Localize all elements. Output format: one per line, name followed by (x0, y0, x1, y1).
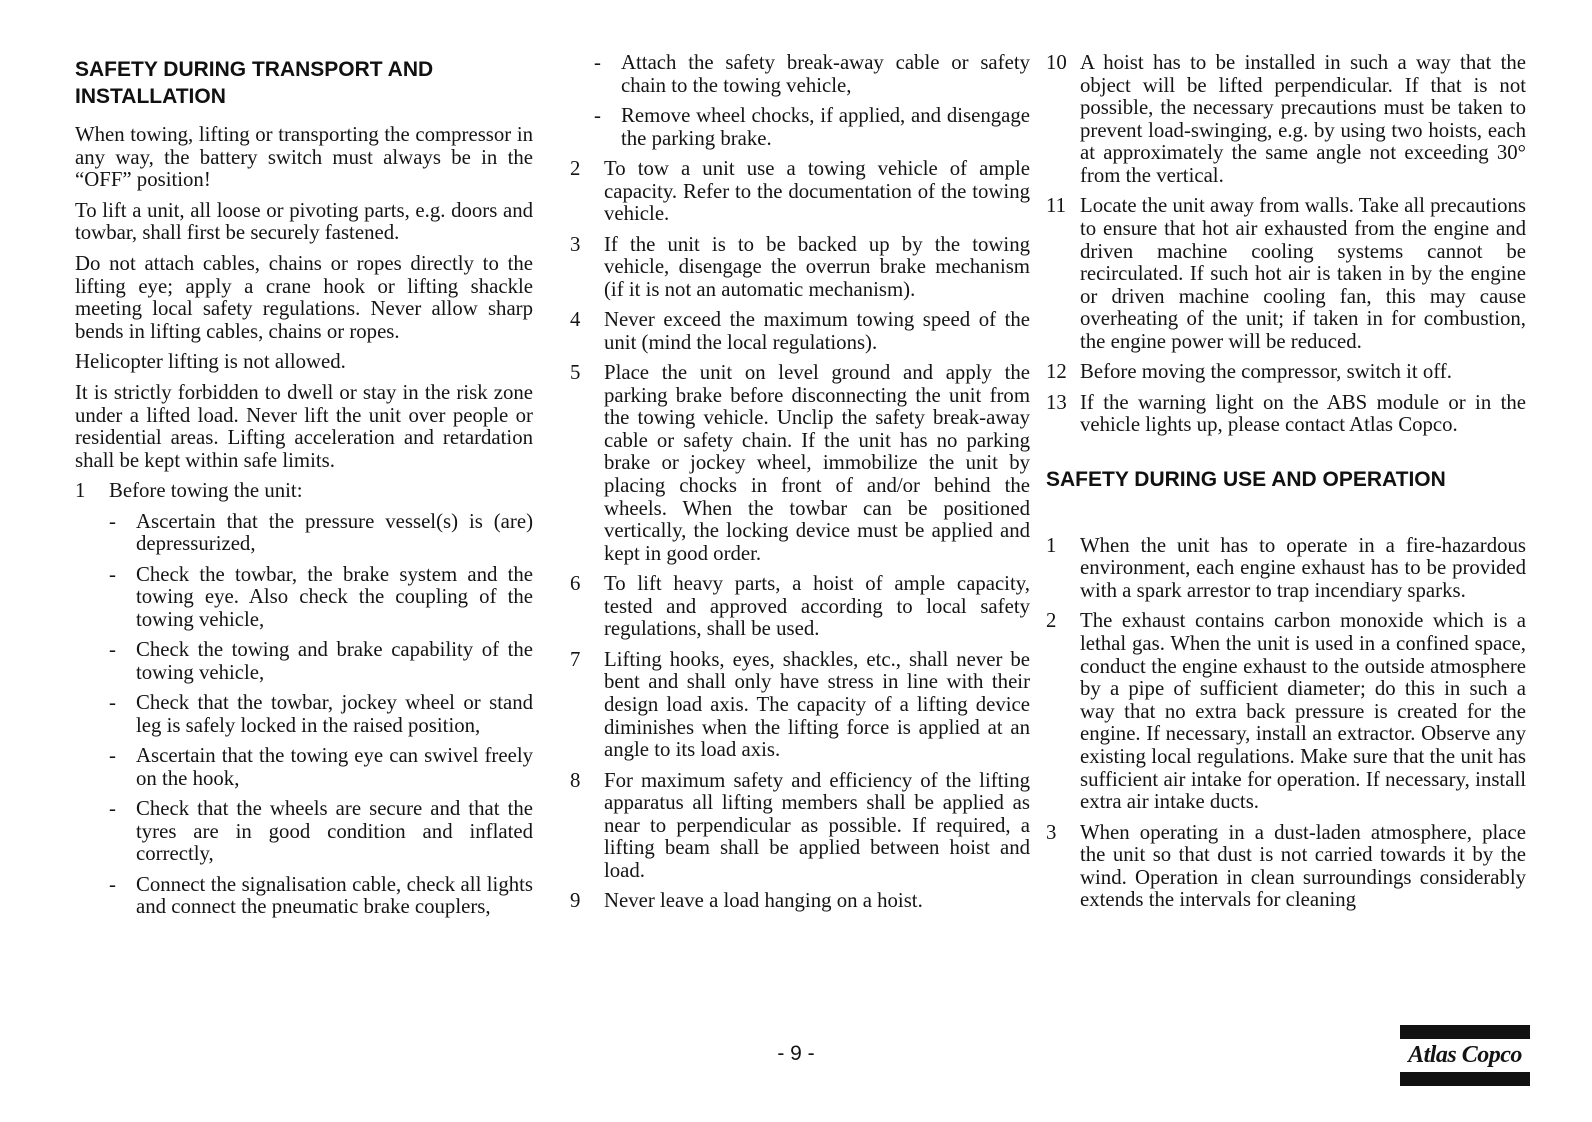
list-number: 8 (570, 768, 581, 792)
list-number: 11 (1046, 194, 1067, 218)
list-item (570, 309, 1030, 354)
sub-list-item (109, 564, 533, 632)
sub-list-text: Check the towbar, the brake system and the towing eye. Also check the coupling of the towing vehicle, (136, 562, 533, 631)
list-number: 13 (1046, 390, 1067, 414)
sub-list-item (594, 105, 1030, 150)
sub-list-item (109, 511, 533, 556)
list-item (570, 158, 1030, 226)
paragraph: Helicopter lifting is not allowed. (75, 350, 346, 374)
list-text: Never exceed the maximum towing speed of the unit (mind the local regulations). (604, 308, 1030, 354)
sub-list-item (109, 745, 533, 790)
sub-list-item (109, 874, 533, 919)
sub-list-item (109, 798, 533, 866)
list-text: Before towing the unit: (109, 479, 303, 503)
list-item (570, 890, 1030, 913)
paragraph: It is strictly forbidden to dwell or stay in the risk zone under a lifted load. Never lift the unit over people or residential areas. Lifting acceleration and retardation shall be kept within safe limits. (75, 380, 533, 472)
section-heading-operation: SAFETY DURING USE AND OPERATION (1046, 467, 1446, 491)
sub-list-item (594, 52, 1030, 97)
sub-list-text: Attach the safety break-away cable or safety chain to the towing vehicle, (621, 51, 1030, 97)
list-number: 2 (570, 156, 581, 180)
dash-bullet: - (109, 509, 116, 533)
list-number: 5 (570, 361, 581, 385)
list-number: 1 (1046, 533, 1057, 557)
list-number: 3 (1046, 820, 1057, 844)
list-number: 2 (1046, 609, 1057, 633)
list-text: If the unit is to be backed up by the towing vehicle, disengage the overrun brake mechanism (if it is not an automatic mechanism). (604, 232, 1030, 301)
list-item (570, 649, 1030, 762)
list-text: If the warning light on the ABS module or in the vehicle lights up, please contact Atlas Copco. (1080, 390, 1526, 437)
list-text: Locate the unit away from walls. Take all precautions to ensure that hot air exhausted from the engine and driven machine cooling systems cannot be recirculated. If such hot air is taken in by the engine or driven machine cooling fan, this may cause overheating of the unit; if taken in for combustion, the engine power will be reduced. (1080, 194, 1526, 353)
list-number: 10 (1046, 51, 1067, 74)
list-item (1046, 822, 1526, 912)
list-text: When the unit has to operate in a fire-hazardous environment, each engine exhaust has to be provided with a spark arrestor to trap incendiary sparks. (1080, 533, 1526, 603)
list-number: 9 (570, 889, 581, 913)
column-left (75, 52, 533, 927)
dash-bullet: - (109, 872, 116, 896)
list-number: 7 (570, 647, 581, 671)
dash-bullet: - (109, 744, 116, 768)
sub-list-text: Check the towing and brake capability of the towing vehicle, (136, 638, 533, 684)
spacer (1046, 493, 1526, 535)
paragraph: To lift a unit, all loose or pivoting parts, e.g. doors and towbar, shall first be securely fastened. (75, 198, 533, 245)
sub-list-item (109, 639, 533, 684)
list-text: When operating in a dust-laden atmosphere, place the unit so that dust is not carried towards it by the wind. Operation in clean surroundings considerably extends the intervals for cleaning (1080, 820, 1526, 912)
list-item (1046, 52, 1526, 188)
list-text: A hoist has to be installed in such a way that the object will be lifted perpendicular. If that is not possible, the necessary precautions must be taken to prevent load-swinging, e.g. by using two hoists, each at approximately the same angle not exceeding 30° from the vertical. (1080, 51, 1526, 187)
dash-bullet: - (109, 691, 116, 715)
list-text: To lift heavy parts, a hoist of ample capacity, tested and approved according to local safety regulations, shall be used. (604, 572, 1030, 641)
list-item (1046, 195, 1526, 353)
sub-list-text: Connect the signalisation cable, check all lights and connect the pneumatic brake couplers, (136, 872, 533, 919)
paragraph: When towing, lifting or transporting the compressor in any way, the battery switch must always be in the “OFF” position! (75, 123, 533, 192)
logo-bar-bottom (1400, 1072, 1530, 1086)
sub-list-text: Remove wheel chocks, if applied, and disengage the parking brake. (621, 103, 1030, 150)
list-item (75, 480, 533, 503)
list-item (1046, 610, 1526, 813)
list-text: Lifting hooks, eyes, shackles, etc., shall never be bent and shall only have stress in line with their design load axis. The capacity of a lifting device diminishes when the lifting force is applied at an angle to its load axis. (604, 647, 1030, 762)
sub-list-item (109, 692, 533, 737)
list-number: 6 (570, 572, 581, 596)
list-number: 1 (75, 479, 86, 503)
list-text: Place the unit on level ground and apply the parking brake before disconnecting the unit from the towing vehicle. Unclip the safety break-away cable or safety chain. If the unit has no parking brake or jockey wheel, immobilize the unit by placing chocks in front of and/or behind the wheels. When the towbar can be positioned vertically, the locking device must be applied and kept in good order. (604, 361, 1030, 565)
atlas-copco-logo (1400, 1025, 1530, 1087)
list-number: 3 (570, 232, 581, 256)
dash-bullet: - (109, 638, 116, 662)
dash-bullet: - (594, 51, 601, 74)
dash-bullet: - (594, 103, 601, 127)
list-text: Never leave a load hanging on a hoist. (604, 889, 923, 913)
dash-bullet: - (109, 562, 116, 586)
list-text: Before moving the compressor, switch it off. (1080, 360, 1452, 384)
list-item (570, 362, 1030, 565)
list-item (1046, 361, 1526, 384)
section-heading-transport: SAFETY DURING TRANSPORT AND INSTALLATION (75, 58, 434, 108)
page-number: - 9 - (777, 1042, 815, 1065)
list-item (570, 234, 1030, 302)
list-item (1046, 392, 1526, 437)
sub-list-text: Ascertain that the towing eye can swivel freely on the hook, (136, 744, 533, 790)
column-right (1046, 52, 1526, 920)
list-number: 4 (570, 308, 581, 332)
logo-bar-top (1400, 1025, 1530, 1039)
list-text: To tow a unit use a towing vehicle of ample capacity. Refer to the documentation of the towing vehicle. (604, 156, 1030, 226)
list-number: 12 (1046, 360, 1067, 384)
sub-list-text: Check that the wheels are secure and that the tyres are in good condition and inflated correctly, (136, 797, 533, 866)
logo-text: Atlas Copco (1408, 1042, 1522, 1068)
column-middle (570, 52, 1030, 921)
list-text: The exhaust contains carbon monoxide which is a lethal gas. When the unit is used in a confined space, conduct the engine exhaust to the outside atmosphere by a pipe of sufficient diameter; do this in such a way that no extra back pressure is created for the engine. If necessary, install an extractor. Observe any existing local regulations. Make sure that the unit has sufficient air intake for operation. If necessary, install extra air intake ducts. (1080, 609, 1526, 814)
paragraph: Do not attach cables, chains or ropes directly to the lifting eye; apply a crane hook or lifting shackle meeting local safety regulations. Never allow sharp bends in lifting cables, chains or ropes. (75, 251, 533, 343)
sub-list-text: Ascertain that the pressure vessel(s) is (are) depressurized, (136, 509, 533, 556)
list-item (570, 573, 1030, 641)
list-item (570, 770, 1030, 883)
list-item (1046, 535, 1526, 603)
sub-list-text: Check that the towbar, jockey wheel or stand leg is safely locked in the raised position, (136, 691, 533, 737)
list-text: For maximum safety and efficiency of the lifting apparatus all lifting members shall be applied as near to perpendicular as possible. If required, a lifting beam shall be applied between hoist and load. (604, 768, 1030, 882)
dash-bullet: - (109, 797, 116, 821)
